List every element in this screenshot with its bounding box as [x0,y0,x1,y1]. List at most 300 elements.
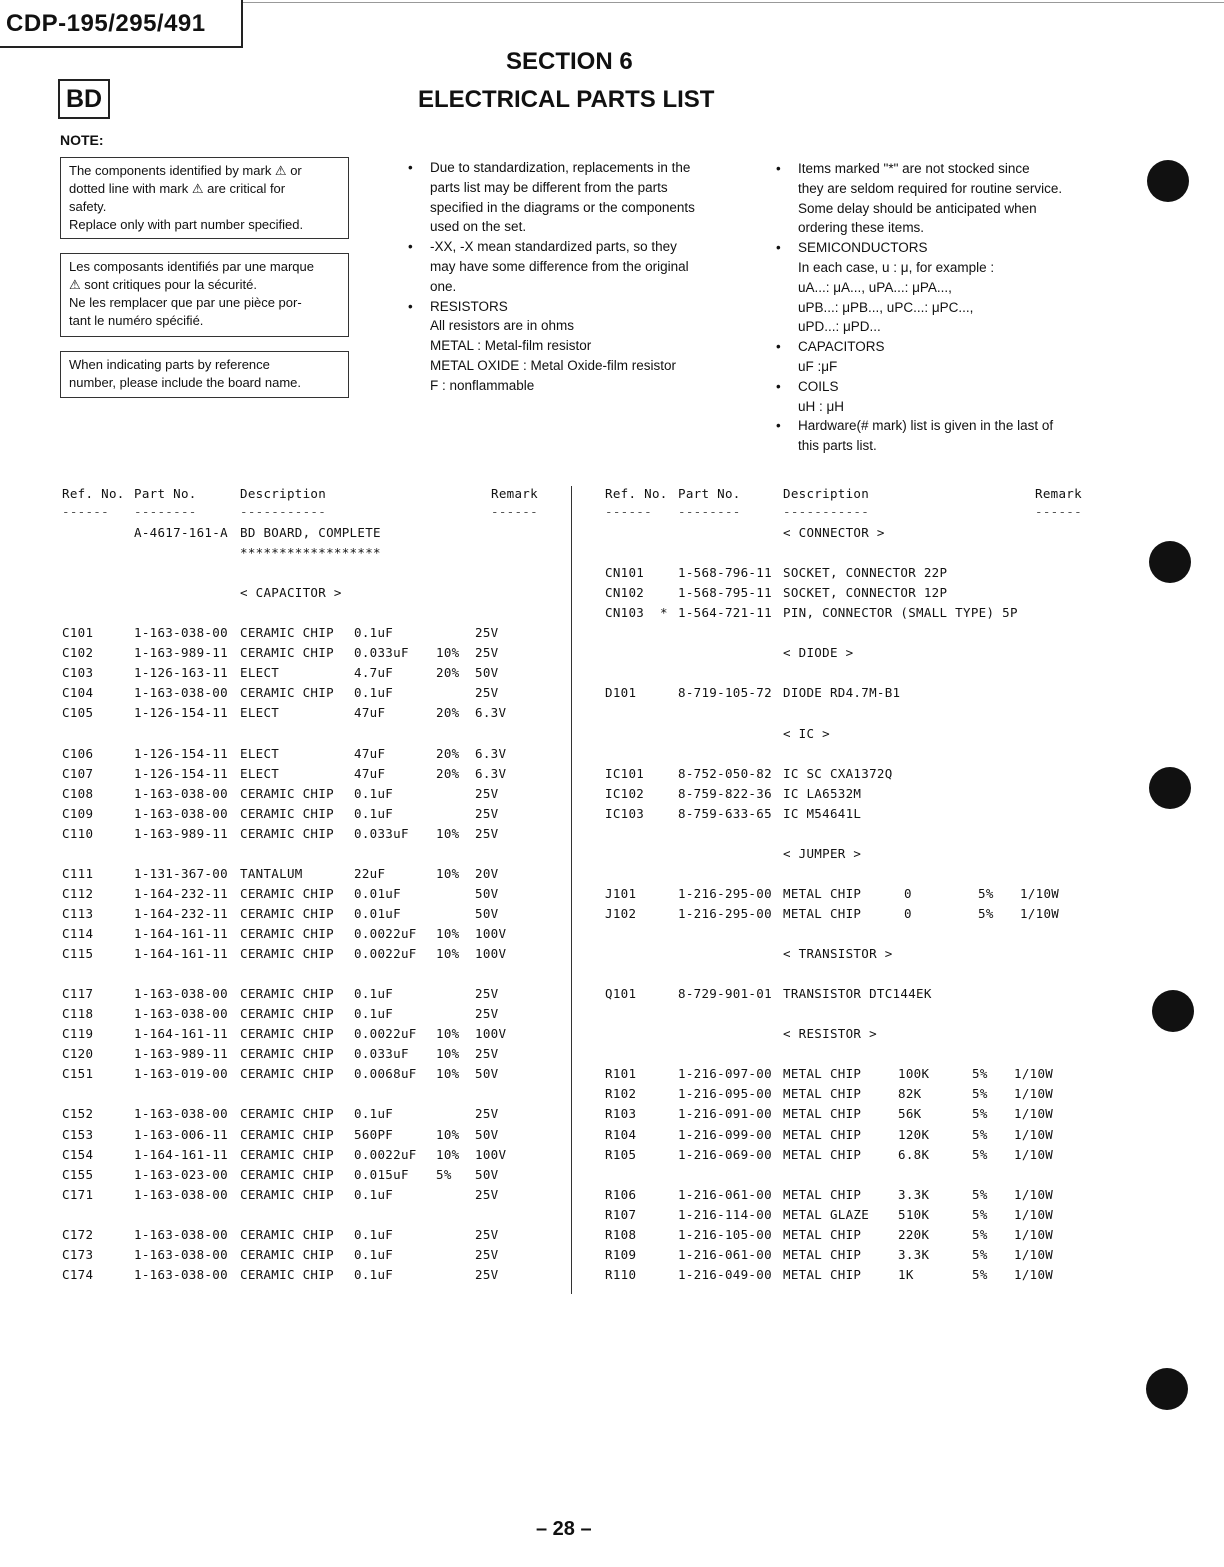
col-underline: ------ [1035,504,1082,519]
cell-ref: C154 [62,1146,94,1162]
cell-ref: J102 [605,905,637,921]
cell-d4: 100V [475,1146,507,1162]
cell-d1: CERAMIC CHIP [240,805,334,821]
punch-hole [1149,541,1191,583]
cell-ref: C102 [62,645,94,661]
cell-ref: C104 [62,685,94,701]
note-box-board [60,351,349,398]
cell-part: 1-164-161-11 [134,926,228,941]
cell-d3: 20% [436,745,460,761]
cell-d2: 0.1uF [354,986,394,1002]
cell-d3: 10% [436,926,460,941]
cell-part: 1-126-154-11 [134,745,228,761]
cell-d1: ELECT [240,745,280,761]
cell-part: 1-164-161-11 [134,1146,228,1162]
cell-d4: 1/10W [1014,1066,1054,1082]
cell-d2: 220K [898,1226,930,1242]
cell-d4: 100V [475,1026,507,1042]
top-rule [243,2,1224,3]
cell-d2: 0.1uF [354,625,394,641]
cell-d2: 0.1uF [354,1006,394,1022]
cell-d3: 10% [436,946,460,962]
cell-d2: 6.8K [898,1146,930,1162]
cell-d2: 82K [898,1086,922,1102]
cell-d4: 6.3V [475,745,507,761]
cell-d2: 47uF [354,745,386,761]
cell-d3: 10% [436,645,460,661]
cell-part: 8-729-901-01 [678,986,772,1002]
cell-d2: 0.0068uF [354,1066,417,1082]
column-divider [571,486,572,1294]
punch-hole [1149,767,1191,809]
cell-d1: METAL CHIP [783,1066,862,1082]
cell-d2: 0.033uF [354,825,409,841]
cell-part: 1-164-232-11 [134,885,228,901]
cell-part: 1-216-105-00 [678,1226,772,1242]
cell-d4: 1/10W [1014,1226,1054,1242]
cell-d4: 25V [475,805,499,821]
cell-part: 8-759-633-65 [678,805,772,821]
cell-d1: DIODE RD4.7M-B1 [783,685,901,701]
note-continuation: may have some difference from the original [430,258,689,274]
cell-d4: 1/10W [1020,885,1060,901]
note-bullet-item: • CAPACITORS [776,337,1088,357]
note-line: tant le numéro spécifié. [69,313,204,328]
cell-d4: 50V [475,1166,499,1182]
cell-d1: CERAMIC CHIP [240,1146,334,1162]
cell-d2: 0.1uF [354,1106,394,1122]
cell-ref: CN102 [605,585,645,601]
cell-d1: PIN, CONNECTOR (SMALL TYPE) 5P [783,605,1018,621]
cell-d2: 0.1uF [354,1226,394,1242]
punch-hole [1152,990,1194,1032]
cell-part: 1-163-989-11 [134,825,228,841]
cell-part: 1-163-038-00 [134,1246,228,1262]
note-box-french [60,253,349,337]
cell-part: 1-216-095-00 [678,1086,772,1102]
cell-d2: 3.3K [898,1186,930,1202]
cell-d4: 50V [475,665,499,681]
cell-d2: 0.033uF [354,645,409,661]
cell-d2: 0 [904,885,912,901]
cell-d4: 25V [475,625,499,641]
cell-part: 1-216-069-00 [678,1146,772,1162]
note-bullet-item: • Hardware(# mark) list is given in the last of [776,416,1088,436]
cell-part: 1-126-163-11 [134,665,228,681]
cell-part: 1-216-049-00 [678,1266,772,1282]
cell-d1: CERAMIC CHIP [240,645,334,661]
cell-d3: 5% [978,905,994,921]
cell-d3: 5% [972,1146,988,1162]
cell-ref: D101 [605,685,637,701]
cell-d3: 10% [436,825,460,841]
note-label: NOTE: [60,132,104,148]
punch-hole [1147,160,1189,202]
cell-ref: C112 [62,885,94,901]
cell-d1: CERAMIC CHIP [240,1066,334,1082]
col-underline: -------- [134,504,197,519]
note-line: number, please include the board name. [69,375,301,390]
cell-part: 8-719-105-72 [678,685,772,701]
cell-d3: 20% [436,765,460,781]
note-line: ⚠ sont critiques pour la sécurité. [69,277,257,292]
cell-d4: 50V [475,1066,499,1082]
cell-ref: J101 [605,885,637,901]
cell-d4: 1/10W [1014,1186,1054,1202]
cell-d4: 25V [475,785,499,801]
section-number: SECTION 6 [506,48,633,75]
note-continuation: uA...: μA..., uPA...: μPA..., [798,279,952,295]
cell-d1: CERAMIC CHIP [240,1006,334,1022]
cell-part: 1-126-154-11 [134,765,228,781]
col-header-remark: Remark [491,486,538,501]
cell-ref: IC103 [605,805,645,821]
cell-d2: 0.0022uF [354,1146,417,1162]
section-heading-text: < JUMPER > [783,845,862,861]
cell-d1: METAL CHIP [783,1226,862,1242]
cell-d1: IC M54641L [783,805,862,821]
cell-d3: 5% [972,1066,988,1082]
cell-ref: C113 [62,905,94,921]
note-bullet-item: • Items marked "*" are not stocked since [776,159,1088,179]
cell-d1: METAL CHIP [783,1246,862,1262]
note-continuation: specified in the diagrams or the components [430,199,695,215]
note-continuation: All resistors are in ohms [430,318,575,334]
cell-d1: CERAMIC CHIP [240,825,334,841]
cell-ref: R103 [605,1106,637,1122]
cell-part: 1-163-019-00 [134,1066,228,1082]
cell-part: 1-163-989-11 [134,645,228,661]
note-bullet-item: • COILS [776,377,1088,397]
cell-d3: 5% [978,885,994,901]
cell-d4: 1/10W [1014,1126,1054,1142]
cell-d2: 47uF [354,705,386,721]
section-heading-text: < CAPACITOR > [240,585,342,601]
cell-part: 1-216-295-00 [678,905,772,921]
cell-part: 1-163-038-00 [134,1186,228,1202]
cell-d1: SOCKET, CONNECTOR 12P [783,585,948,601]
note-line: Ne les remplacer que par une pièce por- [69,295,302,310]
cell-d4: 50V [475,885,499,901]
cell-d3: 10% [436,1146,460,1162]
cell-ref: C101 [62,625,94,641]
cell-d2: 0.1uF [354,805,394,821]
cell-part: 1-163-038-00 [134,805,228,821]
punch-hole [1146,1368,1188,1410]
cell-ref: R106 [605,1186,637,1202]
cell-part: 1-126-154-11 [134,705,228,721]
cell-d2: 0.1uF [354,1186,394,1202]
cell-ref: C119 [62,1026,94,1042]
board-tag: BD [58,79,110,119]
cell-d4: 1/10W [1014,1206,1054,1222]
cell-part: 1-164-161-11 [134,946,228,962]
note-line: Les composants identifiés par une marque [69,259,314,274]
cell-d1: METAL CHIP [783,1086,862,1102]
note-line: Replace only with part number specified. [69,217,304,232]
cell-ref: C173 [62,1246,94,1262]
cell-d4: 25V [475,825,499,841]
cell-d1: IC LA6532M [783,785,862,801]
cell-d1: CERAMIC CHIP [240,1186,334,1202]
cell-d1: CERAMIC CHIP [240,986,334,1002]
cell-ref: C106 [62,745,94,761]
cell-d3: 20% [436,705,460,721]
cell-d2: 0.033uF [354,1046,409,1062]
cell-d3: 5% [972,1226,988,1242]
cell-d1: BD BOARD, COMPLETE [240,525,381,540]
cell-part: 1-568-796-11 [678,565,772,581]
cell-d3: 10% [436,865,460,881]
note-continuation: METAL : Metal-film resistor [430,338,592,354]
cell-d4: 1/10W [1014,1146,1054,1162]
note-continuation: In each case, u : μ, for example : [798,259,995,275]
model-number: CDP-195/295/491 [6,10,206,37]
cell-d2: 560PF [354,1126,394,1142]
cell-d1: CERAMIC CHIP [240,1246,334,1262]
note-continuation: Some delay should be anticipated when [798,200,1037,216]
cell-d3: 5% [972,1206,988,1222]
note-bullet-item: • SEMICONDUCTORS [776,238,1088,258]
cell-ref: C114 [62,926,94,941]
cell-part: 1-216-061-00 [678,1246,772,1262]
cell-part: 1-163-038-00 [134,1266,228,1282]
col-header-desc: Description [240,486,327,501]
section-heading-text: < DIODE > [783,645,854,661]
cell-d2: 3.3K [898,1246,930,1262]
section-heading-text: < TRANSISTOR > [783,946,893,962]
cell-d4: 25V [475,1246,499,1262]
model-header [0,0,243,48]
cell-d2: 22uF [354,865,386,881]
note-continuation: F : nonflammable [430,377,535,393]
cell-d1: CERAMIC CHIP [240,1026,334,1042]
note-continuation: this parts list. [798,438,877,454]
cell-d2: 0.0022uF [354,926,417,941]
cell-d1: CERAMIC CHIP [240,1106,334,1122]
cell-d4: 1/10W [1014,1246,1054,1262]
cell-ref: R102 [605,1086,637,1102]
col-header-part: Part No. [678,486,741,501]
cell-ref: R104 [605,1126,637,1142]
cell-d3: 10% [436,1046,460,1062]
notes-right [776,159,1088,456]
cell-d1: METAL CHIP [783,1186,862,1202]
page-title: ELECTRICAL PARTS LIST [418,86,715,113]
cell-part: 1-163-006-11 [134,1126,228,1142]
cell-d4: 1/10W [1014,1086,1054,1102]
note-continuation: METAL OXIDE : Metal Oxide-film resistor [430,357,677,373]
cell-part: A-4617-161-A [134,525,228,540]
cell-d1: METAL CHIP [783,1146,862,1162]
cell-d3: 5% [436,1166,452,1182]
cell-part: 1-216-091-00 [678,1106,772,1122]
cell-d1: METAL CHIP [783,1266,862,1282]
col-header-desc: Description [783,486,870,501]
cell-d4: 1/10W [1020,905,1060,921]
note-continuation: uPB...: μPB..., uPC...: μPC..., [798,299,974,315]
cell-d1: TANTALUM [240,865,303,881]
cell-ref: C153 [62,1126,94,1142]
note-continuation: ordering these items. [798,220,925,236]
cell-d4: 25V [475,645,499,661]
cell-part: 8-759-822-36 [678,785,772,801]
cell-part: 1-163-038-00 [134,1006,228,1022]
cell-part: 1-163-038-00 [134,1106,228,1122]
cell-ref: Q101 [605,986,637,1002]
note-line: The components identified by mark ⚠ or [69,163,302,178]
col-header-ref: Ref. No. [62,486,125,501]
cell-ref: C151 [62,1066,94,1082]
cell-d1: CERAMIC CHIP [240,946,334,962]
cell-part: 1-216-061-00 [678,1186,772,1202]
section-heading-text: < CONNECTOR > [783,525,885,540]
cell-d3: 5% [972,1126,988,1142]
section-heading-text: ****************** [240,545,381,561]
cell-d2: 56K [898,1106,922,1122]
cell-ref: R107 [605,1206,637,1222]
cell-d1: CERAMIC CHIP [240,785,334,801]
cell-d1: METAL CHIP [783,885,862,901]
cell-part: 1-216-097-00 [678,1066,772,1082]
note-line: dotted line with mark ⚠ are critical for [69,181,286,196]
cell-d1: CERAMIC CHIP [240,885,334,901]
note-continuation: uH : μH [798,398,845,414]
note-box-english [60,157,349,239]
cell-d3: 5% [972,1106,988,1122]
cell-d2: 0.1uF [354,685,394,701]
note-continuation: they are seldom required for routine service. [798,180,1063,196]
cell-d4: 100V [475,926,507,941]
cell-ref: C103 [62,665,94,681]
cell-d2: 100K [898,1066,930,1082]
cell-d2: 0.0022uF [354,946,417,962]
cell-d1: CERAMIC CHIP [240,685,334,701]
cell-ref: C105 [62,705,94,721]
cell-part: 1-216-099-00 [678,1126,772,1142]
cell-d1: CERAMIC CHIP [240,1166,334,1182]
cell-d2: 0.1uF [354,785,394,801]
note-continuation: parts list may be different from the parts [430,179,668,195]
cell-d2: 0 [904,905,912,921]
cell-d3: 10% [436,1026,460,1042]
cell-d1: SOCKET, CONNECTOR 22P [783,565,948,581]
cell-ref: C117 [62,986,94,1002]
cell-ref: CN103 [605,605,645,621]
cell-ref: IC101 [605,765,645,781]
note-continuation: used on the set. [430,219,527,235]
cell-part: 1-568-795-11 [678,585,772,601]
cell-d4: 25V [475,986,499,1002]
cell-part: 1-131-367-00 [134,865,228,881]
cell-ref: CN101 [605,565,645,581]
cell-d2: 1K [898,1266,914,1282]
cell-ref: C107 [62,765,94,781]
note-continuation: uF :μF [798,358,838,374]
cell-d1: ELECT [240,765,280,781]
cell-part: 1-163-038-00 [134,785,228,801]
cell-d2: 0.0022uF [354,1026,417,1042]
cell-d1: CERAMIC CHIP [240,1046,334,1062]
cell-d3: 10% [436,1126,460,1142]
cell-part: 1-216-295-00 [678,885,772,901]
cell-part: 1-163-023-00 [134,1166,228,1182]
cell-ref: R110 [605,1266,637,1282]
cell-d2: 0.015uF [354,1166,409,1182]
cell-d4: 25V [475,685,499,701]
cell-d1: CERAMIC CHIP [240,926,334,941]
cell-d3: 5% [972,1266,988,1282]
cell-part: 1-216-114-00 [678,1206,772,1222]
cell-d4: 1/10W [1014,1266,1054,1282]
cell-part: 1-163-038-00 [134,1226,228,1242]
cell-ref: C155 [62,1166,94,1182]
cell-d1: ELECT [240,665,280,681]
cell-d3: 5% [972,1246,988,1262]
cell-d1: CERAMIC CHIP [240,1126,334,1142]
cell-ref: C115 [62,946,94,962]
cell-ref: C111 [62,865,94,881]
cell-d4: 50V [475,905,499,921]
cell-d1: METAL GLAZE [783,1206,870,1222]
cell-ref: C110 [62,825,94,841]
section-heading-text: < IC > [783,725,830,741]
note-line: safety. [69,199,107,214]
col-underline: ----------- [783,504,870,519]
cell-part: 1-163-038-00 [134,986,228,1002]
cell-d4: 100V [475,946,507,962]
cell-d4: 1/10W [1014,1106,1054,1122]
cell-d4: 25V [475,1186,499,1202]
page-number: – 28 – [536,1518,592,1540]
cell-ref: R105 [605,1146,637,1162]
cell-ref: C152 [62,1106,94,1122]
cell-d1: CERAMIC CHIP [240,1226,334,1242]
cell-d2: 0.01uF [354,885,401,901]
cell-d4: 25V [475,1046,499,1062]
cell-d4: 20V [475,865,499,881]
cell-ref: C108 [62,785,94,801]
note-continuation: uPD...: μPD... [798,319,881,335]
section-heading-text: < RESISTOR > [783,1026,877,1042]
cell-d2: 0.01uF [354,905,401,921]
cell-d3: 5% [972,1186,988,1202]
col-header-ref: Ref. No. [605,486,668,501]
cell-d4: 25V [475,1006,499,1022]
cell-d1: IC SC CXA1372Q [783,765,893,781]
cell-ref: C171 [62,1186,94,1202]
cell-d1: METAL CHIP [783,1106,862,1122]
cell-d2: 0.1uF [354,1266,394,1282]
cell-d1: CERAMIC CHIP [240,625,334,641]
cell-ref: C172 [62,1226,94,1242]
col-header-remark: Remark [1035,486,1082,501]
cell-part: 1-164-232-11 [134,905,228,921]
cell-ref: R109 [605,1246,637,1262]
cell-d4: 25V [475,1226,499,1242]
cell-d1: METAL CHIP [783,905,862,921]
cell-d1: CERAMIC CHIP [240,1266,334,1282]
cell-d2: 47uF [354,765,386,781]
col-underline: -------- [678,504,741,519]
cell-d1: CERAMIC CHIP [240,905,334,921]
col-header-part: Part No. [134,486,197,501]
cell-d3: 5% [972,1086,988,1102]
cell-d1: ELECT [240,705,280,721]
note-continuation: one. [430,278,457,294]
col-underline: ----------- [240,504,327,519]
cell-ref: IC102 [605,785,645,801]
